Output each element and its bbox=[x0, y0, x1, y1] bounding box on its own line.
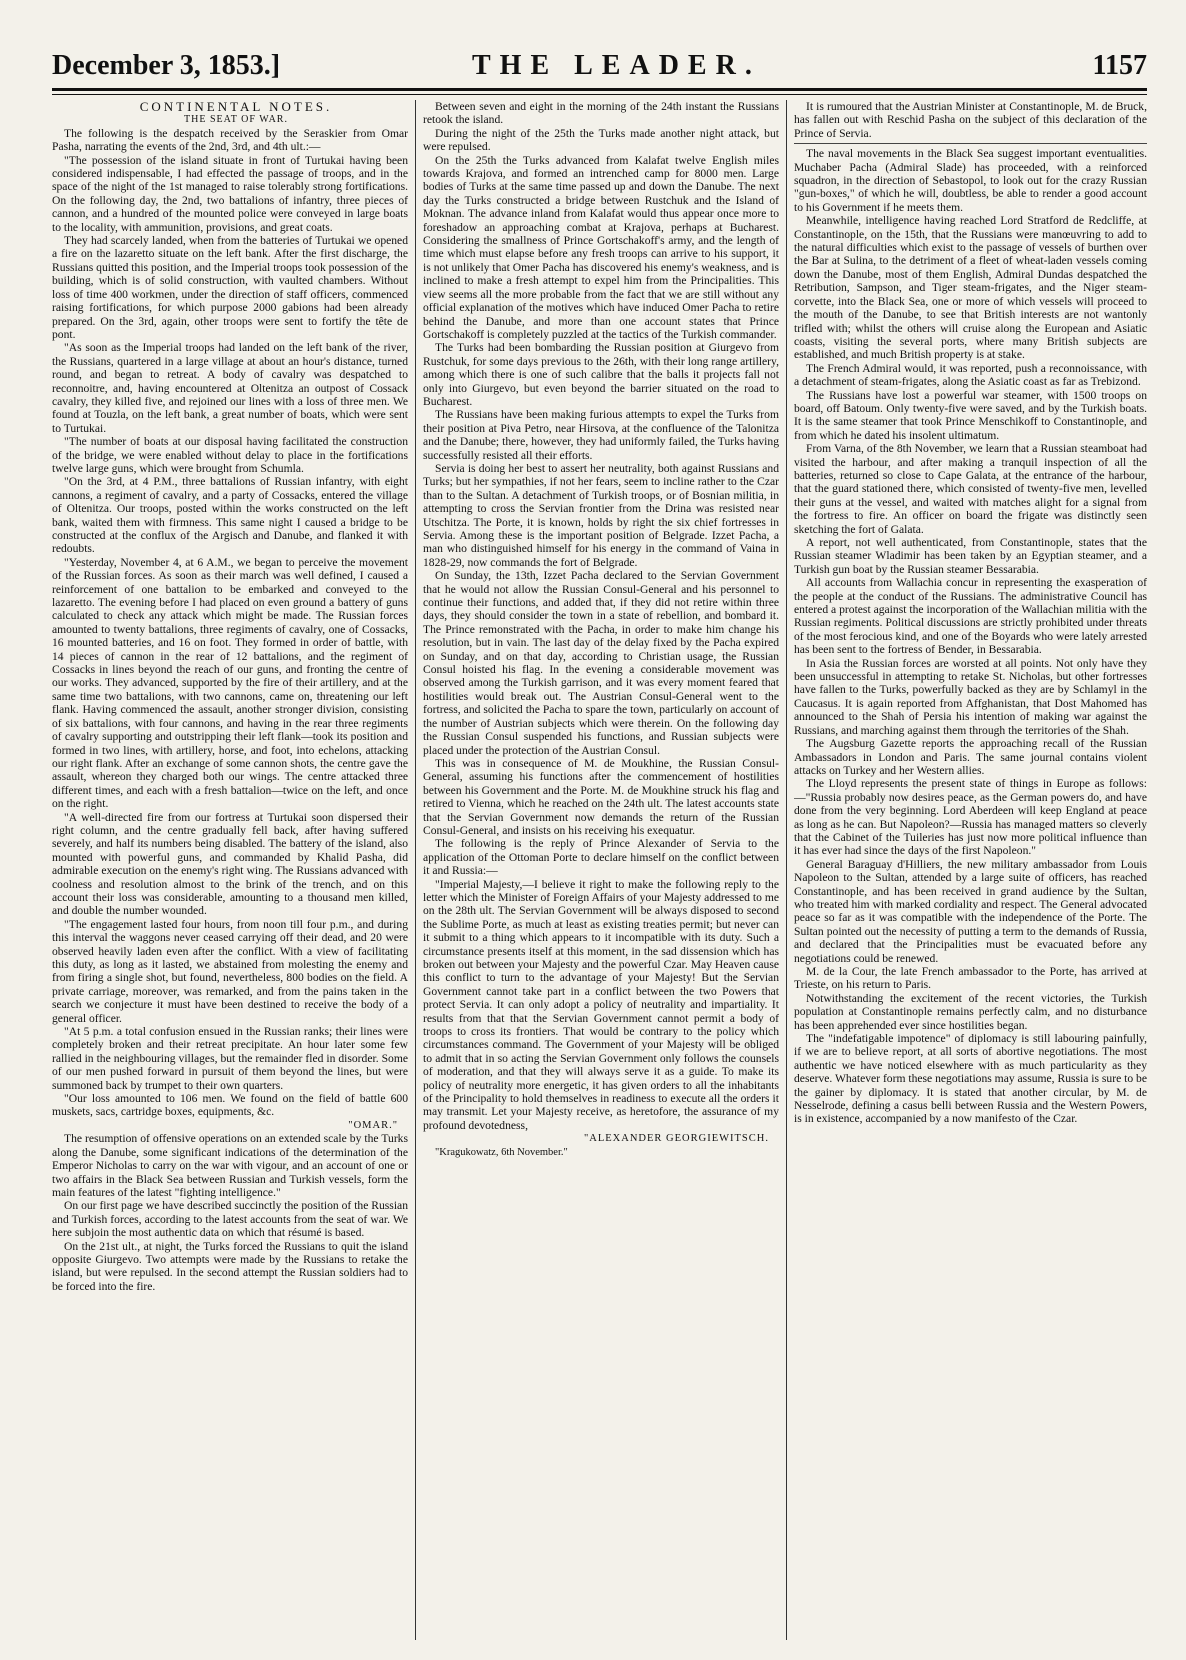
issue-date: December 3, 1853.] bbox=[52, 50, 281, 81]
paragraph: On the 21st ult., at night, the Turks forced the Russians to quit the island opposite Giurgevo. Two attempts were made by the Russians to retake the island, but were repulsed. In the second attempt the Russian soldiers had to be forced into the fire. bbox=[52, 1239, 408, 1293]
paragraph: Between seven and eight in the morning of the 24th instant the Russians retook the island. bbox=[423, 100, 779, 127]
paragraph: "As soon as the Imperial troops had landed on the left bank of the river, the Russians, quartered in a large village at about an hour's distance, turned round, and began to retreat. A body of cavalry was despatched to reconnoitre, and, having encountered at Oltenitza an outpost of Cossack cavalry, they killed five, and rejoined our lines with a loss of three men. We found at Touzla, on the left bank, a great number of boats, which were sent to Turtukai. bbox=[52, 341, 408, 435]
paragraph: Meanwhile, intelligence having reached Lord Stratford de Redcliffe, at Constantinople, on the 15th, that the Russians were manœuvring to add to the natural difficulties which exist to the passage of vessels of burthen over the Bar at Sulina, to the detriment of a fleet of wheat-laden vessels coming down the Danube, most of them English, Admiral Dundas despatched the Retribution, Sampson, and Tiger steam-frigates, and the Niger steam-corvette, into the Black Sea, one or more of which vessels will proceed to the mouth of the Danube, to see that British interests are not wantonly trifled with; whilst the others will cruise along the European and Asiatic coasts, visiting the several ports, where many British subjects are established, and much British property is at stake. bbox=[794, 214, 1147, 362]
column-1 bbox=[52, 100, 408, 1640]
paragraph: They had scarcely landed, when from the batteries of Turtukai we opened a fire on the lazaretto situate on the left bank. After the first discharge, the Russians quitted this position, and the Imperial troops took possession of the building, which is of solid construction, with vaulted chambers. Without loss of time 400 workmen, under the direction of staff officers, commenced raising fortifications, for which purpose 2000 gabions had been already prepared. On the 3rd, again, other troops were sent to fortify the tête de pont. bbox=[52, 234, 408, 341]
paragraph: M. de la Cour, the late French ambassador to the Porte, has arrived at Trieste, on his return to Paris. bbox=[794, 965, 1147, 992]
paragraph: The naval movements in the Black Sea suggest important eventualities. Muchaber Pacha (Admiral Slade) has proceeded, with a reinforced squadron, in the direction of Sebastopol, to look out for the crazy Russian "gun-boxes," of which he will, doubtless, be able to render a good account to his Government if he meets them. bbox=[794, 147, 1147, 214]
paragraph: "The engagement lasted four hours, from noon till four p.m., and during this interval the waggons never ceased carrying off their dead, and 20 were observed heavily laden even after the conflict. With a view of facilitating this duty, as long as it lasted, we abstained from molesting the enemy and from firing a single shot, but found, nevertheless, 800 bodies on the field. A private carriage, moreover, was remarked, and from the pains taken in the search we conjecture it must have been destined to receive the body of a general officer. bbox=[52, 917, 408, 1025]
paragraph: The following is the reply of Prince Alexander of Servia to the application of the Ottoman Porte to declare himself on the conflict between it and Russia:— bbox=[423, 837, 779, 878]
signature: "ALEXANDER GEORGIEWITSCH. bbox=[583, 1133, 769, 1145]
page-header bbox=[52, 44, 1147, 88]
paragraph: "At 5 p.m. a total confusion ensued in the Russian ranks; their lines were completely broken and their retreat precipitate. An hour later some few rallied in the neighbouring villages, but the remainder fled in disorder. Some of our men pushed forward in pursuit of them beyond the lines, but were summoned back by trumpet to their own quarters. bbox=[52, 1025, 408, 1092]
paragraph: All accounts from Wallachia concur in representing the exasperation of the people at the conduct of the Russians. The administrative Council has entered a protest against the incorporation of the Wallachian militia with the Russian regiments. Political discussions are strictly prohibited under threats of the most ferocious kind, and one of the Boyards who were lately arrested has been sent to the fortress of Bender, in Bessarabia. bbox=[794, 576, 1147, 657]
section-subtitle: THE SEAT OF WAR. bbox=[184, 114, 288, 126]
paragraph: A report, not well authenticated, from Constantinople, states that the Russian steamer Wladimir has been taken by an Egyptian steamer, and a Turkish gun boat by the Russian steamer Bessarabia. bbox=[794, 536, 1147, 576]
paragraph: This was in consequence of M. de Moukhine, the Russian Consul-General, assuming his functions after the commencement of hostilities between his Government and the Porte. M. de Moukhine struck his flag and retired to Vienna, which he reached on the 24th ult. The latest accounts state that the Servian Government now demands the return of the Russian Consul-General, and insists on his receiving his exequatur. bbox=[423, 756, 779, 837]
page-number: 1157 bbox=[1092, 50, 1147, 81]
paragraph: "On the 3rd, at 4 P.M., three battalions of Russian infantry, with eight cannons, a regiment of cavalry, and a party of Cossacks, entered the village of Oltenitza. Our troops, posted within the works constructed on the left bank, waited them with firmness. This same night I caused a bridge to be constructed at the conflux of the Argisch and Danube, and flanked it with redoubts. bbox=[52, 475, 408, 556]
paragraph: "Our loss amounted to 106 men. We found on the field of battle 600 muskets, sacs, cartridge boxes, equipments, &c. bbox=[52, 1092, 408, 1119]
paragraph: On our first page we have described succinctly the position of the Russian and Turkish forces, according to the latest accounts from the seat of war. We here subjoin the most authentic data on which that résumé is based. bbox=[52, 1199, 408, 1240]
paragraph: "A well-directed fire from our fortress at Turtukai soon dispersed their right column, and the centre gradually fell back, after having suffered severely, and half its numbers being disabled. The battery of the island, also mounted with powerful guns, and commanded by Khalid Pasha, did admirable execution on the enemy's right wing. The Russians advanced with coolness and resolution almost to the brink of the trench, and on this account their loss was considerable, amounting to a thousand men killed, and double the number wounded. bbox=[52, 810, 408, 918]
paragraph: The Lloyd represents the present state of things in Europe as follows:—"Russia probably now desires peace, as the German powers do, and have done from the very beginning. Lord Aberdeen will keep England at peace as long as he can. But Napoleon?—Russia has managed matters so cleverly that the Cabinet of the Tuileries has just now more political influence than it has ever had since the days of the first Napoleon." bbox=[794, 777, 1147, 858]
paragraph: "The possession of the island situate in front of Turtukai having been considered indispensable, I had effected the passage of troops, and in the space of the night of the 1st managed to raise tolerably strong fortifications. On the following day, the 2nd, two battalions of infantry, three pieces of cannon, and a hundred of the mounted police were conveyed in large boats to the locality, with ammunition, provisions, and great coats. bbox=[52, 153, 408, 234]
paragraph: "Yesterday, November 4, at 6 A.M., we began to perceive the movement of the Russian forces. As soon as their march was well defined, I caused a reinforcement of one battalion to be embarked and conveyed to the lazaretto. The evening before I had placed on even ground a battery of guns calculated to check any attack which might be made. The Russian forces amounted to twenty battalions, three regiments of cavalry, one of Cossacks, 16 mounted batteries, and 16 on foot. They formed in order of battle, with 14 pieces of cannon in the rear of 12 battalions, and the regiment of Cossacks in lines beyond the reach of our guns, and fronting the centre of our works. They advanced, supported by the fire of their artillery, and at the same time two battalions, with two cannons, came on, threatening our left flank. Having commenced the assault, another stronger division, consisting of six battalions, with four cannons, and having in the rear three regiments of cavalry supporting and outstripping their left flank—took its position and formed in two lines, with artillery, horse, and foot, into echelons, attacking our right flank. After an exchange of some cannon shots, the centre gave the assault, whereon they charged both our wings. The centre attacked three different times, and each with a fresh battalion—twice on the left, and once on the right. bbox=[52, 555, 408, 811]
paragraph: The French Admiral would, it was reported, push a reconnoissance, with a detachment of steam-frigates, along the Asiatic coast as far as Trebizond. bbox=[794, 361, 1147, 389]
paragraph: The "indefatigable impotence" of diplomacy is still labouring painfully, if we are to believe report, at all sorts of abortive negotiations. The most authentic we have noticed elsewhere with as much particularity as they deserve. Whatever form these negotiations may assume, Russia is sure to be the gainer by diplomacy. It is stated that another circular, by M. de Nesselrode, defining a casus belli between Russia and the Western Powers, is in existence, accompanied by a now manifesto of the Czar. bbox=[794, 1032, 1147, 1126]
paragraph: The Augsburg Gazette reports the approaching recall of the Russian Ambassadors in London and Paris. The same journal contains violent attacks on Turkey and her Western allies. bbox=[794, 737, 1147, 777]
header-rule-thin bbox=[52, 94, 1147, 95]
column-2 bbox=[423, 100, 779, 1640]
paragraph: On Sunday, the 13th, Izzet Pacha declared to the Servian Government that he would not allow the Russian Consul-General and his personnel to continue their functions, and added that, if they did not retire within three days, they should consider the town in a state of rebellion, and bombard it. The Prince remonstrated with the Pacha, in order to make him change his resolution, but in vain. The last day of the delay fixed by the Pacha expired on Sunday, and on that day, according to Christian usage, the Russian Consul hoisted his flag. In the evening a considerable movement was observed among the Turkish garrison, and it was every moment feared that hostilities would break out. The Austrian Consul-General went to the fortress, and solicited the Pacha to spare the town, particularly on account of the number of Austrian subjects which were therein. On the following day the Russian Consul suspended his functions, and Russian subjects were placed under the protection of the Austrian Consul. bbox=[423, 569, 779, 757]
paragraph: On the 25th the Turks advanced from Kalafat twelve English miles towards Krajova, and formed an intrenched camp for 8000 men. Large bodies of Turks at the same time passed up and down the Danube. The next day the Turks constructed a bridge between Rustchuk and the Island of Moknan. The advance inland from Kalafat would thus appear once more to foreshadow an approaching combat at Krajova, perhaps at Bucharest. Considering the smallness of Prince Gortschakoff's army, and the length of time which must elapse before any fresh troops can arrive to his support, it is not unlikely that Omer Pacha has discovered his enemy's weakness, and is inclined to make a fresh attempt to expel him from the Principalities. This view seems all the more probable from the fact that we are still without any official explanation of the motives which have induced Omer Pacha to retire behind the Danube, and more than one account states that Prince Gortschakoff is completely puzzled at the tactics of the Turkish commander. bbox=[423, 153, 779, 341]
column-divider bbox=[786, 100, 787, 1640]
paragraph: The following is the despatch received by the Seraskier from Omar Pasha, narrating the events of the 2nd, 3rd, and 4th ult.:— bbox=[52, 126, 408, 154]
paragraph: The Russians have lost a powerful war steamer, with 1500 troops on board, off Batoum. Only twenty-five were saved, and by the Turkish boats. It is the same steamer that took Prince Menschikoff to Constantinople, and from which he dated his insolent ultimatum. bbox=[794, 388, 1147, 442]
section-title: CONTINENTAL NOTES. bbox=[139, 100, 333, 114]
paragraph: The Turks had been bombarding the Russian position at Giurgevo from Rustchuk, for some days previous to the 26th, with their long range artillery, among which there is one of such calibre that the balls it projects fall not only into Giurgevo, but even beyond the barrier situated on the road to Bucharest. bbox=[423, 341, 779, 408]
paragraph: "The number of boats at our disposal having facilitated the construction of the bridge, we were enabled without delay to place in the fortifications twelve large guns, which were brought from Schumla. bbox=[52, 435, 408, 475]
paragraph: The Russians have been making furious attempts to expel the Turks from their position at Piva Petro, near Hirsova, at the confluence of the Talonitza and the Danube; there, however, they had uniformly failed, the Turks having successfully resisted all their efforts. bbox=[423, 408, 779, 462]
column-divider bbox=[415, 100, 416, 1640]
paragraph: It is rumoured that the Austrian Minister at Constantinople, M. de Bruck, has fallen out with Reschid Pasha on the subject of this declaration of the Prince of Servia. bbox=[794, 100, 1147, 144]
paragraph: Servia is doing her best to assert her neutrality, both against Russians and Turks; but her sympathies, if not her fears, seem to incline rather to the Czar than to the Sultan. A detachment of Turkish troops, or of Bosnian militia, in attempting to cross the Servian frontier from the Drina was resisted near Utschitza. The Porte, it is known, holds by right the six chief fortresses in Servia. Among these is the important position of Belgrade. Izzet Pacha, a man who distinguished himself for his energy in the command of Vaina in 1828-29, now commands the fort of Belgrade. bbox=[423, 461, 779, 569]
paragraph: From Varna, of the 8th November, we learn that a Russian steamboat had visited the harbour, and after making a tranquil inspection of all the batteries, returned so close to Cape Galata, at the entrance of the harbour, that the guard stationed there, which consisted of twenty-five men, levelled their guns at the vessel, and waited with matches alight for a signal from the fortress to fire. An officer on board the frigate was distinctly seen sketching the fort of Galata. bbox=[794, 442, 1147, 536]
paragraph: In Asia the Russian forces are worsted at all points. Not only have they been unsuccessful in attempting to retake St. Nicholas, but other fortresses have fallen to the Turks, powerfully backed as they are by Schlamyl in the Caucasus. It is again reported from Affghanistan, that Dost Mahomed has announced to the Shah of Persia his intention of making war against the Russians, and marching against them through the territories of the Shah. bbox=[794, 656, 1147, 737]
header-rule bbox=[52, 88, 1147, 91]
paragraph: Notwithstanding the excitement of the recent victories, the Turkish population at Constantinople remains perfectly calm, and no disturbance has been apprehended ever since hostilities began. bbox=[794, 991, 1147, 1032]
dateline: "Kragukowatz, 6th November." bbox=[435, 1146, 568, 1158]
column-3 bbox=[794, 100, 1147, 1640]
masthead-title: THE LEADER. bbox=[472, 50, 761, 81]
paragraph: General Baraguay d'Hilliers, the new military ambassador from Louis Napoleon to the Sultan, attended by a large suite of officers, has reached Constantinople, and has been received in grand audience by the Sultan, who treated him with marked cordiality and respect. The General advocated peace so far as it was compatible with the independence of the Porte. The Sultan pointed out the necessity of putting a term to the demands of Russia, and declared that the Principalities must be evacuated before any negotiations could be renewed. bbox=[794, 857, 1147, 965]
paragraph: The resumption of offensive operations on an extended scale by the Turks along the Danube, some significant indications of the determination of the Emperor Nicholas to carry on the war with vigour, and an account of one or two affairs in the Black Sea between Russian and Turkish vessels, form the main features of the latest "fighting intelligence." bbox=[52, 1132, 408, 1199]
paragraph: During the night of the 25th the Turks made another night attack, but were repulsed. bbox=[423, 126, 779, 154]
signature: "OMAR." bbox=[348, 1119, 398, 1131]
paragraph: "Imperial Majesty,—I believe it right to make the following reply to the letter which the Minister of Foreign Affairs of your Majesty addressed to me on the 28th ult. The Servian Government will be always disposed to second the Sublime Porte, as much at least as existing treaties permit; but never can it submit to a thing which appears to it incompatible with its duty. Such a circumstance presents itself at this moment, in the sad dissension which has broken out between your Majesty and the powerful Czar. May Heaven cause this conflict to turn to the advantage of your Majesty! But the Servian Government cannot take part in a conflict between the two Powers that protect Servia. It can only adopt a policy of neutrality and impartiality. It results from that that the Servian Government cannot permit a body of troops to cross its frontiers. That would be contrary to the policy which circumstances command. The Government of your Majesty will be obliged to admit that in so acting the Servian Government only follows the counsels of moderation, and that they will always serve it as a guide. To make its policy of neutrality more energetic, it has given orders to all the inhabitants of the Principality to hold themselves in readiness to execute all the orders it may transmit. Let your Majesty receive, as heretofore, the assurance of my profound devotedness, bbox=[423, 877, 779, 1132]
